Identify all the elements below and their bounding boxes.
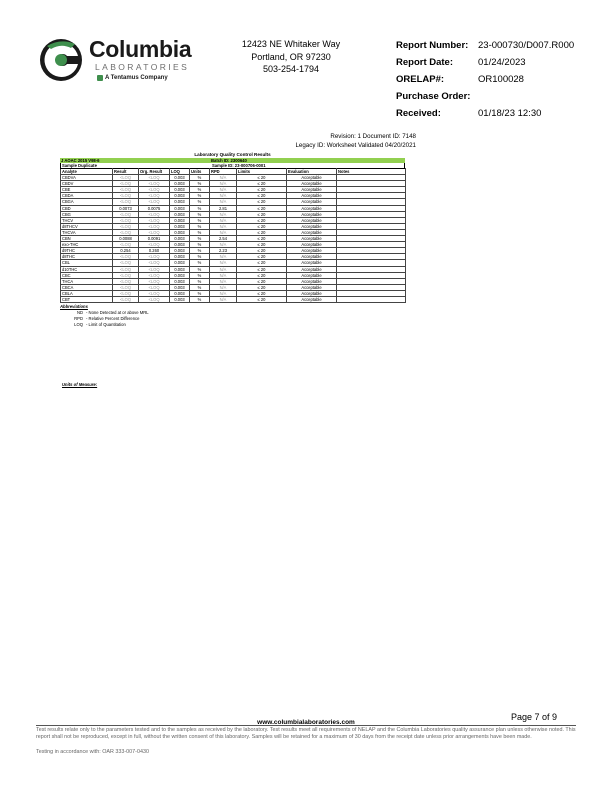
- qc-cell: Acceptable: [287, 217, 337, 223]
- received-value: 01/18/23 12:30: [478, 108, 542, 119]
- qc-cell: %: [190, 290, 210, 296]
- qc-cell: %: [190, 254, 210, 260]
- qc-cell: <LOQ: [139, 199, 170, 205]
- revision-info: [295, 132, 416, 150]
- qc-cell: %: [190, 217, 210, 223]
- qc-cell: %: [190, 236, 210, 242]
- address-line2: Portland, OR 97230: [251, 51, 331, 62]
- qc-cell: N/A: [210, 187, 237, 193]
- qc-cell: <LOQ: [113, 229, 139, 235]
- abbreviation-loq: [60, 322, 405, 328]
- qc-cell: N/A: [210, 229, 237, 235]
- qc-cell: 0.003: [170, 236, 190, 242]
- lab-address: [222, 38, 360, 76]
- qc-cell: CBCA: [61, 284, 113, 290]
- qc-table: [60, 168, 406, 303]
- qc-cell: <LOQ: [113, 260, 139, 266]
- qc-cell: %: [190, 272, 210, 278]
- abbreviation-key: RPD: [74, 316, 83, 322]
- qc-cell: Acceptable: [287, 181, 337, 187]
- qc-cell: <LOQ: [113, 217, 139, 223]
- qc-cell: CBLA: [61, 290, 113, 296]
- qc-cell: THCV: [61, 217, 113, 223]
- qc-cell: CBDV: [61, 181, 113, 187]
- qc-cell: <LOQ: [113, 193, 139, 199]
- qc-cell: 0.003: [170, 199, 190, 205]
- qc-cell: 0.003: [170, 296, 190, 302]
- qc-cell: %: [190, 205, 210, 211]
- units-of-measure-title: Units of Measure:: [62, 382, 98, 387]
- tentamus-icon: [97, 75, 103, 81]
- report-date-label: Report Date:: [396, 57, 454, 68]
- qc-cell: THCA: [61, 278, 113, 284]
- abbreviation-text: - Limit of Quantitation: [86, 322, 126, 328]
- qc-cell: 0.003: [170, 278, 190, 284]
- qc-cell: <LOQ: [113, 187, 139, 193]
- abbreviation-text: - Relative Percent Difference: [86, 316, 140, 322]
- report-date-row: [396, 54, 586, 71]
- qc-cell: Acceptable: [287, 211, 337, 217]
- qc-cell: 0.254: [113, 248, 139, 254]
- qc-cell: %: [190, 223, 210, 229]
- qc-cell: ≤ 20: [237, 266, 287, 272]
- qc-cell: d8THC: [61, 254, 113, 260]
- qc-cell: N/A: [210, 199, 237, 205]
- qc-cell: ≤ 20: [237, 290, 287, 296]
- qc-cell: ≤ 20: [237, 296, 287, 302]
- qc-cell: <LOQ: [139, 254, 170, 260]
- qc-cell: 0.003: [170, 242, 190, 248]
- qc-cell: N/A: [210, 266, 237, 272]
- qc-cell: ≤ 20: [237, 254, 287, 260]
- qc-col-header: Limits: [237, 169, 287, 175]
- report-number-value: 23-000730/D007.R000: [478, 40, 575, 51]
- brand-tag-text: A Tentamus Company: [105, 75, 168, 81]
- page-number: Page 7 of 9: [510, 712, 557, 722]
- orelap-value: OR100028: [478, 74, 524, 85]
- abbreviations: [60, 304, 405, 328]
- qc-cell: d10THC: [61, 266, 113, 272]
- qc-cell: CBL: [61, 260, 113, 266]
- qc-cell: %: [190, 266, 210, 272]
- qc-cell: ≤ 20: [237, 278, 287, 284]
- qc-cell: 2.54: [210, 236, 237, 242]
- qc-batch-id: Batch ID: 2300640: [211, 158, 247, 163]
- qc-cell: <LOQ: [113, 290, 139, 296]
- qc-cell: %: [190, 260, 210, 266]
- qc-cell: ≤ 20: [237, 242, 287, 248]
- qc-cell: <LOQ: [113, 254, 139, 260]
- qc-cell: N/A: [210, 193, 237, 199]
- qc-cell: <LOQ: [139, 211, 170, 217]
- qc-cell: <LOQ: [139, 217, 170, 223]
- qc-cell: ≤ 20: [237, 199, 287, 205]
- qc-cell: 0.003: [170, 272, 190, 278]
- qc-cell: <LOQ: [113, 199, 139, 205]
- qc-cell: 0.003: [170, 211, 190, 217]
- qc-cell: %: [190, 242, 210, 248]
- qc-cell: <LOQ: [139, 284, 170, 290]
- qc-cell: <LOQ: [139, 296, 170, 302]
- qc-cell: <LOQ: [139, 223, 170, 229]
- qc-cell: N/A: [210, 175, 237, 181]
- qc-cell: %: [190, 187, 210, 193]
- qc-cell: <LOQ: [139, 193, 170, 199]
- qc-cell: 0.0091: [139, 236, 170, 242]
- qc-cell: N/A: [210, 242, 237, 248]
- footer-disclaimer: Test results relate only to the parameters tested and to the samples as received by the laboratory. Test results meet all requirements of NELAP and the Columbia Laboratories quality assurance plan unless otherwise noted. This report shall not be reproduced, except in full, without the written consent of this laboratory. Samples will be retained for a maximum of 30 days from the receipt date unless prior arrangements have been made.: [36, 727, 576, 740]
- lab-phone: 503-254-1794: [262, 64, 320, 74]
- qc-cell: Acceptable: [287, 260, 337, 266]
- qc-cell: ≤ 20: [237, 175, 287, 181]
- qc-cell: <LOQ: [113, 272, 139, 278]
- qc-cell: ≤ 20: [237, 187, 287, 193]
- qc-cell: 0.003: [170, 260, 190, 266]
- qc-cell: <LOQ: [113, 175, 139, 181]
- qc-cell: Acceptable: [287, 272, 337, 278]
- abbreviation-key: ND: [76, 310, 83, 316]
- qc-cell: <LOQ: [113, 296, 139, 302]
- qc-cell: ≤ 20: [237, 223, 287, 229]
- qc-col-header: Notes: [337, 169, 406, 175]
- qc-cell: %: [190, 284, 210, 290]
- qc-col-header: LOQ: [170, 169, 190, 175]
- qc-cell: <LOQ: [139, 266, 170, 272]
- qc-cell: Acceptable: [287, 229, 337, 235]
- orelap-label: ORELAP#:: [396, 74, 445, 85]
- report-number-row: [396, 37, 586, 54]
- qc-cell: Acceptable: [287, 175, 337, 181]
- qc-cell: CBG: [61, 211, 113, 217]
- qc-cell: 0.003: [170, 284, 190, 290]
- qc-cell: ≤ 20: [237, 211, 287, 217]
- qc-cell: <LOQ: [113, 242, 139, 248]
- qc-cell: <LOQ: [139, 290, 170, 296]
- qc-cell: <LOQ: [139, 272, 170, 278]
- qc-cell: <LOQ: [139, 229, 170, 235]
- qc-cell: 0.003: [170, 193, 190, 199]
- columbia-logo: [37, 34, 197, 94]
- qc-cell: ≤ 20: [237, 193, 287, 199]
- qc-cell: N/A: [210, 254, 237, 260]
- qc-cell: Acceptable: [287, 254, 337, 260]
- brand-name: Columbia: [89, 36, 192, 62]
- qc-cell: 0.003: [170, 181, 190, 187]
- qc-cell: 2.81: [210, 205, 237, 211]
- abbreviation-key: LOQ: [74, 322, 83, 328]
- qc-cell: d9THC: [61, 248, 113, 254]
- qc-cell: Acceptable: [287, 296, 337, 302]
- qc-section: [60, 152, 405, 328]
- qc-cell: ≤ 20: [237, 229, 287, 235]
- footer-testing-note: Testing in accordance with: OAR 333-007-0430: [36, 749, 149, 755]
- qc-cell: ≤ 20: [237, 217, 287, 223]
- received-row: [396, 105, 586, 122]
- qc-cell: <LOQ: [113, 223, 139, 229]
- qc-cell: [337, 296, 406, 302]
- qc-cell: Acceptable: [287, 248, 337, 254]
- qc-cell: 0.003: [170, 254, 190, 260]
- qc-cell: Acceptable: [287, 236, 337, 242]
- qc-col-header: Evaluation: [287, 169, 337, 175]
- report-info: [396, 37, 586, 122]
- qc-cell: <LOQ: [113, 284, 139, 290]
- qc-cell: <LOQ: [139, 278, 170, 284]
- qc-cell: %: [190, 211, 210, 217]
- qc-cell: <LOQ: [113, 181, 139, 187]
- qc-cell: %: [190, 199, 210, 205]
- qc-cell: N/A: [210, 181, 237, 187]
- qc-cell: Acceptable: [287, 266, 337, 272]
- qc-table-body: [61, 175, 406, 303]
- qc-cell: Acceptable: [287, 199, 337, 205]
- qc-col-header: Analyte: [61, 169, 113, 175]
- qc-cell: Acceptable: [287, 290, 337, 296]
- qc-cell: Acceptable: [287, 193, 337, 199]
- qc-cell: %: [190, 229, 210, 235]
- qc-cell: <LOQ: [139, 260, 170, 266]
- qc-cell: N/A: [210, 217, 237, 223]
- qc-cell: <LOQ: [139, 187, 170, 193]
- revision-line2: Legacy ID: Worksheet Validated 04/20/2021: [295, 142, 416, 149]
- qc-cell: 0.003: [170, 223, 190, 229]
- qc-cell: Acceptable: [287, 187, 337, 193]
- qc-cell: 0.003: [170, 229, 190, 235]
- qc-cell: CBT: [61, 296, 113, 302]
- brand-tagline: [97, 75, 168, 81]
- qc-cell: N/A: [210, 296, 237, 302]
- qc-cell: CBD: [61, 205, 113, 211]
- qc-cell: 0.0075: [139, 205, 170, 211]
- qc-cell: CBN: [61, 236, 113, 242]
- qc-cell: <LOQ: [113, 278, 139, 284]
- footer-divider: [36, 725, 576, 726]
- qc-cell: CBDA: [61, 193, 113, 199]
- received-label: Received:: [396, 108, 441, 119]
- qc-cell: 0.003: [170, 175, 190, 181]
- qc-cell: Acceptable: [287, 223, 337, 229]
- qc-cell: N/A: [210, 260, 237, 266]
- qc-cell: THCVA: [61, 229, 113, 235]
- qc-cell: N/A: [210, 211, 237, 217]
- abbreviation-text: - None Detected at or above MRL: [86, 310, 149, 316]
- qc-col-header: Units: [190, 169, 210, 175]
- qc-cell: ≤ 20: [237, 181, 287, 187]
- revision-line1: Revision: 1 Document ID: 7148: [330, 133, 416, 140]
- qc-method: J AOAC 2015 V98-6: [61, 158, 100, 163]
- purchase-order-row: [396, 88, 586, 105]
- qc-cell: N/A: [210, 278, 237, 284]
- qc-cell: <LOQ: [113, 266, 139, 272]
- qc-cell: %: [190, 248, 210, 254]
- qc-title: Laboratory Quality Control Results: [194, 152, 271, 157]
- qc-cell: d8THCV: [61, 223, 113, 229]
- qc-cell: ≤ 20: [237, 248, 287, 254]
- qc-cell: %: [190, 193, 210, 199]
- qc-cell: 0.003: [170, 248, 190, 254]
- qc-cell: CBC: [61, 272, 113, 278]
- qc-cell: CBE: [61, 187, 113, 193]
- qc-cell: N/A: [210, 272, 237, 278]
- qc-sample-id: Sample ID: 23-000706-0001: [212, 163, 266, 168]
- qc-cell: ≤ 20: [237, 284, 287, 290]
- qc-cell: <LOQ: [113, 211, 139, 217]
- qc-cell: N/A: [210, 223, 237, 229]
- qc-cell: ≤ 20: [237, 205, 287, 211]
- qc-cell: Acceptable: [287, 242, 337, 248]
- qc-cell: <LOQ: [139, 175, 170, 181]
- address-line1: 12423 NE Whitaker Way: [241, 39, 341, 49]
- orelap-row: [396, 71, 586, 88]
- qc-cell: %: [190, 175, 210, 181]
- qc-cell: Acceptable: [287, 284, 337, 290]
- qc-cell: N/A: [210, 284, 237, 290]
- qc-sample-type: Sample Duplicate: [62, 163, 97, 168]
- qc-cell: 0.0073: [113, 205, 139, 211]
- qc-col-header: Result: [113, 169, 139, 175]
- abbreviations-title: Abbreviations: [60, 304, 88, 310]
- footer-website-link[interactable]: www.columbialaboratories.com: [257, 719, 355, 726]
- qc-cell: 2.23: [210, 248, 237, 254]
- qc-cell: exo-THC: [61, 242, 113, 248]
- qc-cell: 0.003: [170, 266, 190, 272]
- qc-cell: %: [190, 181, 210, 187]
- qc-cell: Acceptable: [287, 278, 337, 284]
- qc-cell: CBGA: [61, 199, 113, 205]
- qc-cell: <LOQ: [139, 181, 170, 187]
- qc-cell: N/A: [210, 290, 237, 296]
- qc-cell: ≤ 20: [237, 260, 287, 266]
- qc-cell: 0.003: [170, 217, 190, 223]
- qc-cell: 0.003: [170, 205, 190, 211]
- qc-cell: ≤ 20: [237, 236, 287, 242]
- qc-cell: %: [190, 278, 210, 284]
- report-number-label: Report Number:: [396, 40, 469, 51]
- qc-cell: 0.003: [170, 290, 190, 296]
- qc-col-header: RPD: [210, 169, 237, 175]
- qc-col-header: Org. Result: [139, 169, 170, 175]
- qc-cell: Acceptable: [287, 205, 337, 211]
- qc-cell: 0.260: [139, 248, 170, 254]
- report-date-value: 01/24/2023: [478, 57, 526, 68]
- purchase-order-label: Purchase Order:: [396, 91, 471, 102]
- table-row: [61, 296, 406, 302]
- qc-cell: CBDVA: [61, 175, 113, 181]
- brand-subtitle: LABORATORIES: [95, 62, 190, 72]
- qc-cell: %: [190, 296, 210, 302]
- qc-cell: ≤ 20: [237, 272, 287, 278]
- qc-cell: 0.003: [170, 187, 190, 193]
- qc-cell: 0.0088: [113, 236, 139, 242]
- qc-cell: <LOQ: [139, 242, 170, 248]
